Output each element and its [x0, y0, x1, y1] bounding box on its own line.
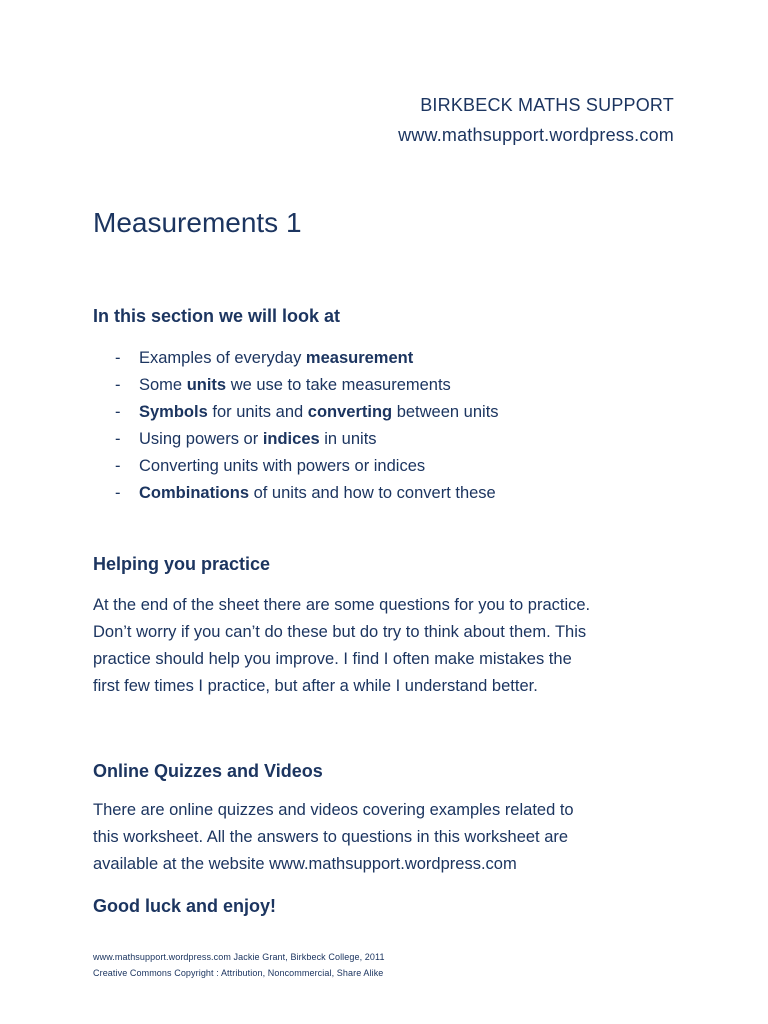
list-text: we use to take measurements — [226, 376, 451, 394]
list-item — [115, 426, 499, 453]
website-url: www.mathsupport.wordpress.com — [398, 125, 674, 145]
list-text: of units and how to convert these — [249, 484, 496, 502]
list-item — [115, 453, 499, 480]
list-text: Examples of everyday — [139, 349, 306, 367]
paragraph-line: There are online quizzes and videos covering examples related to — [93, 801, 574, 819]
list-item — [115, 372, 499, 399]
list-text: Using powers or — [139, 430, 263, 448]
list-keyword: converting — [307, 403, 393, 421]
page-title: Measurements 1 — [93, 207, 302, 238]
bullet-dash: - — [115, 457, 121, 475]
footer — [93, 949, 385, 981]
topics-list — [115, 345, 499, 507]
footer-license: Creative Commons Copyright : Attribution, Noncommercial, Share Alike — [93, 968, 384, 978]
paragraph-line: practice should help you improve. I find I often make mistakes the — [93, 650, 572, 668]
list-keyword: Combinations — [139, 484, 249, 502]
list-text: in units — [319, 430, 377, 448]
list-text: between units — [392, 403, 499, 421]
list-text: Some — [139, 376, 187, 394]
online-paragraph — [93, 797, 683, 878]
organization-name: BIRKBECK MATHS SUPPORT — [420, 95, 674, 115]
list-text: Converting units with powers or indices — [139, 457, 426, 475]
paragraph-line: first few times I practice, but after a while I understand better. — [93, 677, 538, 695]
paragraph-line: available at the website www.mathsupport.wordpress.com — [93, 855, 517, 873]
bullet-dash: - — [115, 484, 121, 502]
section-heading-practice: Helping you practice — [93, 554, 271, 574]
list-item — [115, 345, 499, 372]
header — [398, 90, 674, 150]
bullet-dash: - — [115, 403, 121, 421]
practice-paragraph — [93, 592, 683, 700]
bullet-dash: - — [115, 376, 121, 394]
list-keyword: units — [186, 376, 227, 394]
footer-credit: www.mathsupport.wordpress.com Jackie Grant, Birkbeck College, 2011 — [93, 952, 385, 962]
paragraph-line: At the end of the sheet there are some questions for you to practice. — [93, 596, 591, 614]
paragraph-line: Don’t worry if you can’t do these but do try to think about them. This — [93, 623, 587, 641]
list-item — [115, 480, 499, 507]
list-item — [115, 399, 499, 426]
section-heading-look: In this section we will look at — [93, 306, 341, 326]
list-keyword: Symbols — [139, 403, 208, 421]
closing-heading: Good luck and enjoy! — [93, 896, 277, 916]
list-keyword: measurement — [305, 349, 414, 367]
list-text: for units and — [207, 403, 308, 421]
bullet-dash: - — [115, 430, 121, 448]
section-heading-online: Online Quizzes and Videos — [93, 761, 323, 781]
paragraph-line: this worksheet. All the answers to questions in this worksheet are — [93, 828, 569, 846]
list-keyword: indices — [262, 430, 320, 448]
bullet-dash: - — [115, 349, 121, 367]
